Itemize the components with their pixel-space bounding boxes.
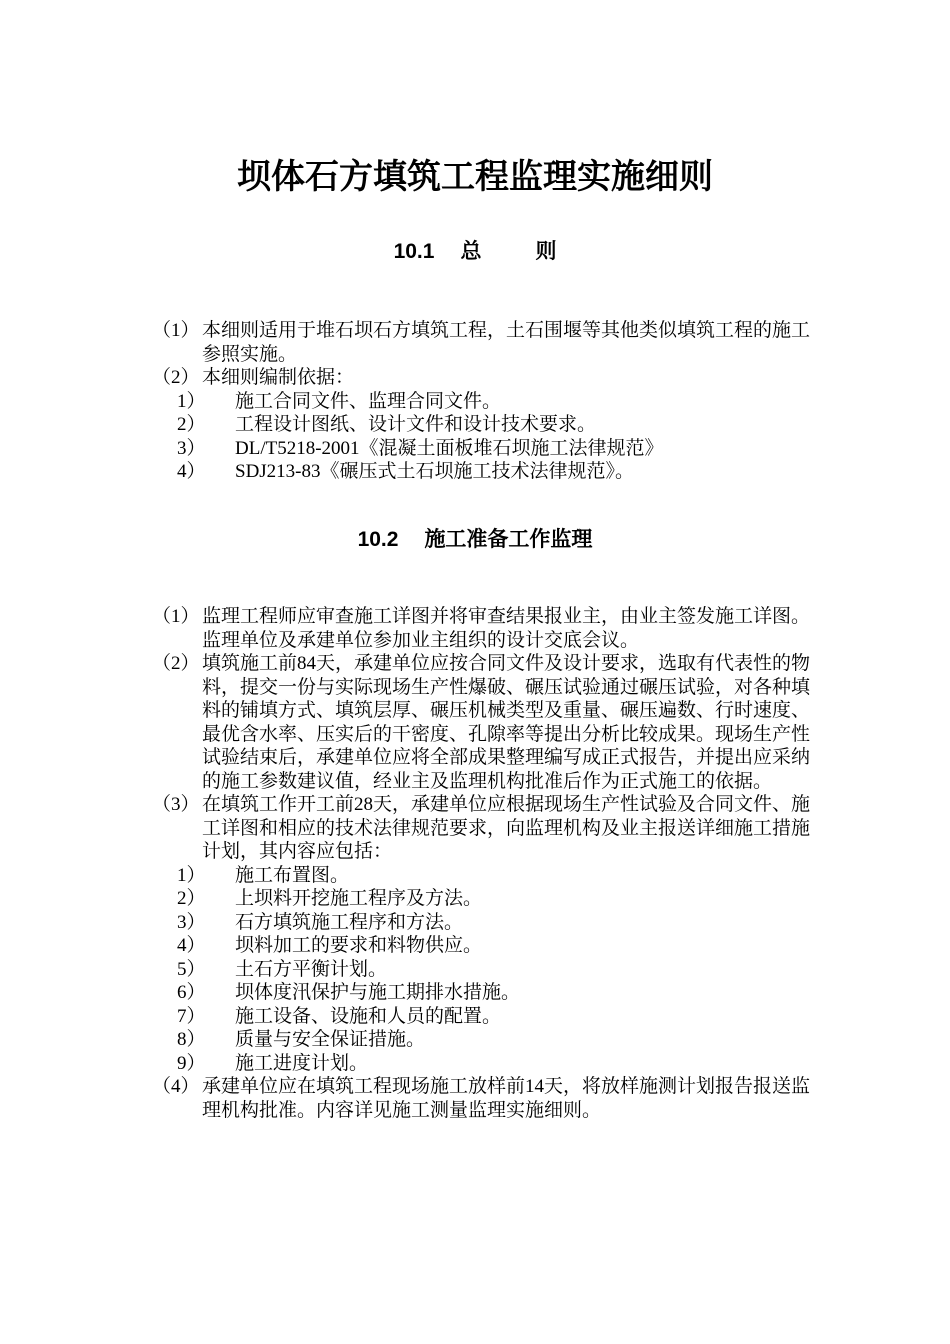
list-item [152, 887, 822, 911]
section-heading-char: 总 [460, 239, 482, 263]
paragraph-number: （1） [152, 606, 200, 627]
paragraph [152, 793, 822, 864]
list-item [152, 981, 822, 1005]
section-number: 10.2 [357, 528, 399, 551]
list-item-number: 5） [177, 958, 206, 980]
paragraph-number: （2） [152, 653, 200, 674]
list-item-number: 9） [177, 1052, 206, 1074]
section-heading-char: 则 [535, 239, 557, 263]
paragraph-number: （1） [152, 320, 200, 341]
paragraph [152, 605, 822, 652]
list-item-text: 工程设计图纸、设计文件和设计技术要求。 [235, 414, 597, 435]
list-item-text: 土石方平衡计划。 [235, 958, 388, 980]
list-item [152, 413, 822, 437]
list-item-text: 上坝料开挖施工程序及方法。 [235, 888, 483, 909]
list-item-text: 施工进度计划。 [235, 1052, 369, 1074]
list-item-text: 坝料加工的要求和料物供应。 [235, 935, 483, 956]
paragraph [152, 319, 822, 366]
section-heading-10-2 [0, 524, 950, 555]
list-item-number: 2） [177, 414, 206, 435]
paragraph-text: 填筑施工前84天，承建单位应按合同文件及设计要求，选取有代表性的物料，提交一份与实际现场生产性爆破、碾压试验通过碾压试验，对各种填料的铺填方式、填筑层厚、碾压机械类型及重量、碾压遍数、行时速度、最优含水率、压实后的干密度、孔隙率等提出分析比较成果。现场生产性试验结束后，承建单位应将全部成果整理编写成正式报告，并提出应采纳的施工参数建议值，经业主及监理机构批准后作为正式施工的依据。 [202, 653, 811, 792]
list-item [152, 437, 822, 461]
paragraph-number: （4） [152, 1076, 200, 1097]
list-item [152, 1052, 822, 1076]
section-body-10-2 [152, 605, 822, 1122]
paragraph [152, 652, 822, 793]
list-item-number: 2） [177, 888, 206, 909]
paragraph-text: 本细则编制依据： [202, 367, 355, 388]
list-item-text: 质量与安全保证措施。 [235, 1029, 426, 1050]
list-item-number: 6） [177, 982, 206, 1003]
list-item-text: 施工设备、设施和人员的配置。 [235, 1005, 502, 1027]
list-item [152, 934, 822, 958]
list-item [152, 460, 822, 484]
paragraph-number: （3） [152, 794, 200, 815]
list-item [152, 864, 822, 888]
list-item [152, 1028, 822, 1052]
paragraph-text: 监理工程师应审查施工详图并将审查结果报业主，由业主签发施工详图。监理单位及承建单位参加业主组织的设计交底会议。 [202, 606, 811, 651]
document-title: 坝体石方填筑工程监理实施细则 [237, 157, 713, 197]
paragraph-text: 在填筑工作开工前28天，承建单位应根据现场生产性试验及合同文件、施工详图和相应的技术法律规范要求，向监理机构及业主报送详细施工措施计划，其内容应包括： [202, 794, 811, 862]
list-item-text: 施工布置图。 [235, 864, 350, 886]
paragraph [152, 1075, 822, 1122]
list-item-number: 1） [177, 864, 206, 886]
list-item [152, 1005, 822, 1029]
section-body-10-1 [152, 319, 822, 484]
list-item-number: 8） [177, 1029, 206, 1050]
list-item-number: 3） [177, 911, 206, 933]
paragraph-number: （2） [152, 367, 200, 388]
list-item [152, 958, 822, 982]
list-item-number: 7） [177, 1005, 206, 1027]
list-item-number: 1） [177, 390, 206, 412]
list-item-number: 4） [177, 935, 206, 956]
list-item-text: 坝体度汛保护与施工期排水措施。 [235, 982, 521, 1003]
section-number: 10.1 [393, 240, 435, 263]
list-item-text: 施工合同文件、监理合同文件。 [235, 390, 502, 412]
list-item-text: 石方填筑施工程序和方法。 [235, 911, 464, 933]
list-item [152, 911, 822, 935]
list-item-number: 4） [177, 461, 206, 482]
list-item-text: SDJ213-83《碾压式土石坝施工技术法律规范》。 [235, 461, 635, 482]
section-heading-10-1 [0, 236, 950, 267]
section-heading-text: 施工准备工作监理 [424, 527, 593, 551]
list-item-text: DL/T5218-2001《混凝土面板堆石坝施工法律规范》 [235, 437, 664, 459]
paragraph-text: 本细则适用于堆石坝石方填筑工程，土石围堰等其他类似填筑工程的施工参照实施。 [202, 320, 811, 365]
paragraph [152, 366, 822, 390]
paragraph-text: 承建单位应在填筑工程现场施工放样前14天，将放样施测计划报告报送监理机构批准。内容详见施工测量监理实施细则。 [202, 1076, 811, 1121]
list-item-number: 3） [177, 437, 206, 459]
list-item [152, 390, 822, 414]
